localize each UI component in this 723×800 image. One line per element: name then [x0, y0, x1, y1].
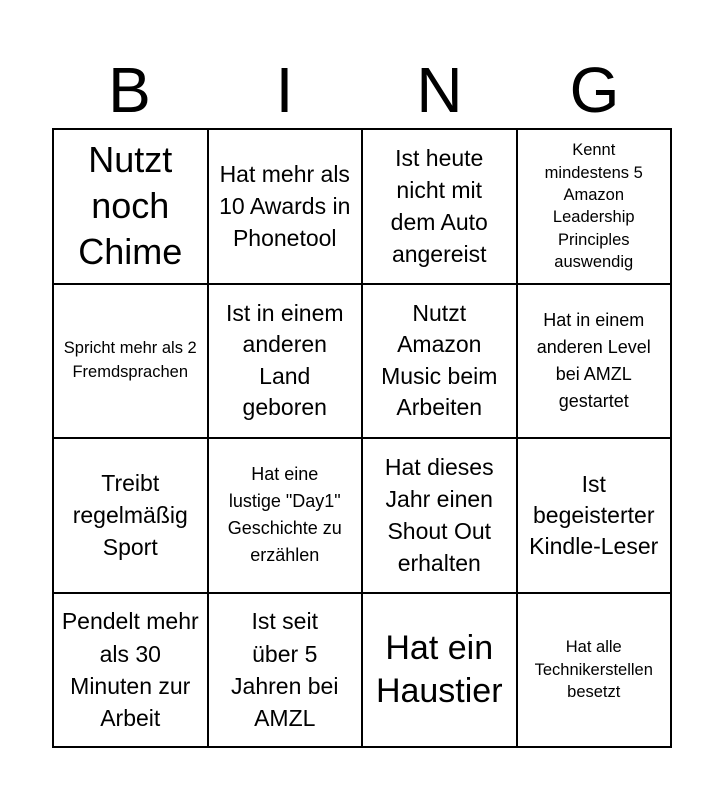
bingo-cell-text: Hat in einem anderen Level bei AMZL gestartet	[536, 309, 651, 411]
bingo-cell[interactable]	[362, 593, 517, 748]
bingo-cell-text: Kennt mindestens 5 Amazon Leadership Principles auswendig	[544, 141, 643, 271]
bingo-cell-text: Hat ein Haustier	[375, 629, 503, 710]
bingo-cell[interactable]	[208, 284, 363, 439]
bingo-cell[interactable]	[53, 129, 208, 284]
bingo-cell[interactable]	[362, 129, 517, 284]
bingo-cell-text: Hat dieses Jahr einen Shout Out erhalten	[384, 453, 494, 577]
header-letter-i: I	[275, 54, 294, 126]
bingo-cell[interactable]	[208, 129, 363, 284]
bingo-cell[interactable]	[362, 438, 517, 593]
bingo-header	[52, 52, 672, 128]
bingo-cell[interactable]	[208, 438, 363, 593]
bingo-cell-text: Nutzt noch Chime	[78, 139, 183, 273]
bingo-cell[interactable]	[517, 438, 672, 593]
bingo-board	[52, 128, 672, 748]
bingo-cell-text: Pendelt mehr als 30 Minuten zur Arbeit	[61, 608, 199, 731]
bingo-cell-text: Treibt regelmäßig Sport	[72, 469, 188, 561]
bingo-cell-text: Ist begeisterter Kindle-Leser	[529, 471, 659, 559]
bingo-cell[interactable]	[517, 129, 672, 284]
bingo-cell-text: Hat mehr als 10 Awards in Phonetool	[219, 160, 351, 252]
bingo-cell[interactable]	[517, 593, 672, 748]
bingo-cell-text: Spricht mehr als 2 Fremdsprachen	[63, 338, 197, 381]
bingo-cell-text: Nutzt Amazon Music beim Arbeiten	[381, 299, 498, 421]
bingo-cell-text: Ist seit über 5 Jahren bei AMZL	[231, 608, 339, 731]
bingo-cell[interactable]	[517, 284, 672, 439]
header-letter-n: N	[416, 54, 463, 126]
header-letter-g: G	[569, 54, 620, 126]
bingo-cell[interactable]	[362, 284, 517, 439]
bingo-cell-text: Ist heute nicht mit dem Auto angereist	[390, 144, 488, 268]
header-letter-b: B	[108, 54, 151, 126]
bingo-cell[interactable]	[53, 593, 208, 748]
bingo-cell-text: Hat eine lustige "Day1" Geschichte zu erzählen	[227, 464, 342, 566]
bingo-cell-text: Hat alle Technikerstellen besetzt	[534, 638, 653, 701]
bingo-cell-text: Ist in einem anderen Land geboren	[225, 299, 344, 421]
bingo-cell[interactable]	[53, 438, 208, 593]
bingo-cell[interactable]	[53, 284, 208, 439]
bingo-cell[interactable]	[208, 593, 363, 748]
